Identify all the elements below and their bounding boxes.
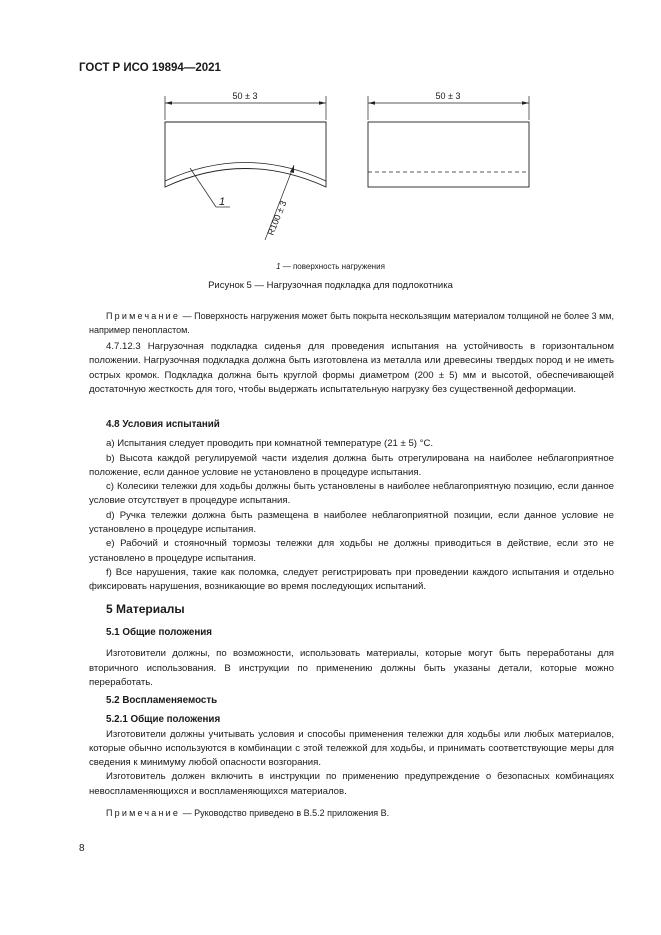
- figure-5-drawing: [0, 0, 661, 275]
- figure-legend: [0, 262, 661, 271]
- paragraph-4-7-12-3: [89, 340, 614, 397]
- section-5-2-1-title: 5.2.1 Общие положения: [106, 714, 221, 726]
- section-5-1-text: Изготовители должны, по возможности, использовать материалы, которые могут быть переработаны для вторичного использования. В инструкции по применению должны быть указаны детали, которые можно переработать.: [89, 648, 614, 688]
- section-4-8: [89, 418, 614, 595]
- dim-right-label: 50 ± 3: [435, 91, 461, 101]
- section-5-2: [89, 694, 614, 820]
- figure-caption: Рисунок 5 — Нагрузочная подкладка для подлокотника: [208, 280, 453, 291]
- document-header: ГОСТ Р ИСО 19894—2021: [79, 62, 221, 74]
- note-2-text: — Руководство приведено в В.5.2 приложения В.: [180, 808, 390, 819]
- armrest-pad-curved: [165, 122, 326, 187]
- section-5-2-title: 5.2 Воспламеняемость: [106, 695, 218, 706]
- section-5-title: 5 Материалы: [106, 602, 185, 616]
- paragraph-4-7-12-3-text: 4.7.12.3 Нагрузочная подкладка сиденья для проведения испытания на устойчивость в горизонтальном положении. Нагрузочная подкладка должна быть изготовлена из металла или древесины твердых пород и не иметь острых кромок. Подкладка должна быть круглой формы диаметром (200 ± 5) мм и высотой, обеспечивающей достаточную жесткость для того, чтобы выдержать испытательную нагрузку без существенной деформации.: [89, 341, 614, 395]
- page-number: 8: [79, 843, 85, 854]
- section-5-2-1-p2: Изготовитель должен включить в инструкции по применению предупреждение о безопасных комбинациях невоспламеняющихся и воспламеняющихся материалов.: [89, 771, 614, 797]
- item-e: e) Рабочий и стояночный тормозы тележки для ходьбы не должны приводиться в действие, если это не установлено в процедуре испытания.: [89, 538, 614, 564]
- item-a: a) Испытания следует проводить при комнатной температуре (21 ± 5) °С.: [106, 438, 434, 450]
- item-f: f) Все нарушения, такие как поломка, следует регистрировать при проведении каждого испытания и отдельно фиксировать нарушения, возникающие во время последующих испытаний.: [89, 566, 614, 593]
- callout-1: 1: [219, 196, 226, 208]
- section-5-1: [89, 626, 614, 690]
- radius-label: R100 ± 3: [265, 199, 289, 237]
- note-1-prefix: Примечание: [106, 311, 181, 321]
- note-1-text: — Поверхность нагружения может быть покрыта нескользящим материалом толщиной не более 3 мм, например пенопластом.: [89, 311, 614, 335]
- item-d: d) Ручка тележки должна быть размещена в наиболее неблагоприятной позиции, если данное условие не установлено в процедуре испытания.: [89, 509, 614, 536]
- item-b: b) Высота каждой регулируемой части изделия должна быть отрегулирована на наиболее неблагоприятное положение, если данное условие не установлено в процедуре испытания.: [89, 452, 614, 478]
- note-1: [89, 309, 614, 337]
- armrest-pad-side: [368, 122, 529, 187]
- section-5-1-title: 5.1 Общие положения: [106, 627, 213, 638]
- item-c: c) Колесики тележки для ходьбы должны быть установлены в наиболее неблагоприятную позицию, если данное условие отсутствует в процедуре испытания.: [89, 481, 614, 507]
- legend-number: 1: [276, 262, 281, 271]
- dim-left-label: 50 ± 3: [232, 91, 258, 101]
- section-5-2-1-p1: Изготовители должны учитывать условия и способы применения тележки для ходьбы или любых материалов, которые обычно используются в комбинации с этой тележкой для ходьбы, и принимать соответствующие меры для сведения к минимуму любой опасности возгорания.: [89, 728, 614, 769]
- legend-text: — поверхность нагружения: [280, 262, 385, 271]
- section-4-8-title: 4.8 Условия испытаний: [106, 419, 220, 430]
- note-2-prefix: Примечание: [106, 808, 181, 819]
